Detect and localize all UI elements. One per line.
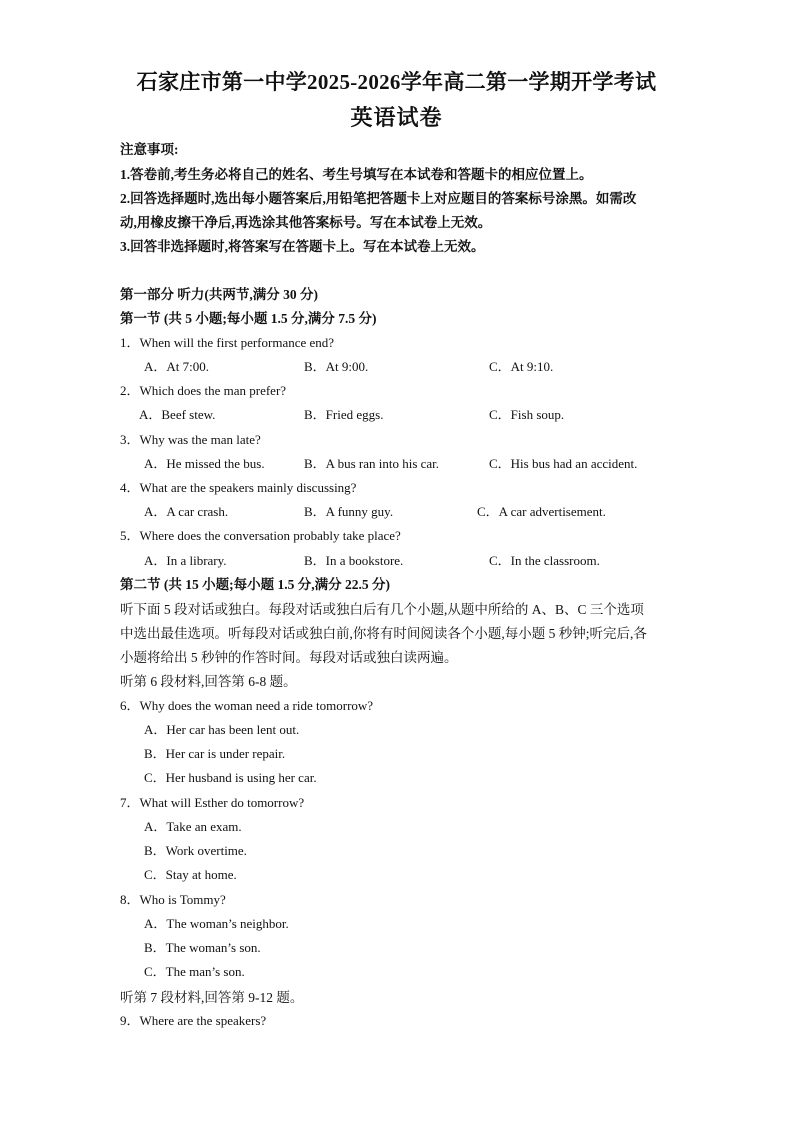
q7-option-b: B．Work overtime. bbox=[144, 843, 247, 858]
q7-option-a: A．Take an exam. bbox=[144, 819, 242, 834]
question-8: 8．Who is Tommy? bbox=[120, 892, 226, 907]
q6-option-b: B．Her car is under repair. bbox=[144, 746, 286, 761]
question-6: 6．Why does the woman need a ride tomorrow? bbox=[120, 698, 374, 713]
exam-subtitle: 英语试卷 bbox=[350, 105, 443, 130]
exam-title: 石家庄市第一中学2025-2026学年高二第一学期开学考试 bbox=[136, 70, 657, 94]
question-1: 1．When will the first performance end? bbox=[120, 335, 335, 350]
q1-option-c: C．At 9:10. bbox=[489, 359, 554, 374]
question-7: 7．What will Esther do tomorrow? bbox=[120, 795, 305, 810]
q4-option-c: C．A car advertisement. bbox=[477, 504, 606, 519]
q8-option-c: C．The man’s son. bbox=[144, 964, 245, 979]
question-2: 2．Which does the man prefer? bbox=[120, 383, 287, 398]
section1-heading: 第一节 (共 5 小题;每小题 1.5 分,满分 7.5 分) bbox=[120, 311, 377, 326]
q3-option-a: A．He missed the bus. bbox=[144, 456, 265, 471]
q8-option-b: B．The woman’s son. bbox=[144, 940, 261, 955]
q1-option-a: A．At 7:00. bbox=[144, 359, 210, 374]
q2-option-c: C．Fish soup. bbox=[489, 407, 565, 422]
question-5: 5．Where does the conversation probably take place? bbox=[120, 528, 401, 543]
notice-line-2a: 2.回答选择题时,选出每小题答案后,用铅笔把答题卡上对应题目的答案标号涂黑。如需改 bbox=[120, 191, 637, 206]
notice-line-3: 3.回答非选择题时,将答案写在答题卡上。写在本试卷上无效。 bbox=[120, 239, 485, 254]
q6-option-c: C．Her husband is using her car. bbox=[144, 770, 317, 785]
material-7-heading: 听第 7 段材料,回答第 9-12 题。 bbox=[120, 990, 304, 1005]
q5-option-b: B．In a bookstore. bbox=[304, 553, 404, 568]
section2-heading: 第二节 (共 15 小题;每小题 1.5 分,满分 22.5 分) bbox=[120, 577, 390, 592]
notice-line-2b: 动,用橡皮擦干净后,再选涂其他答案标号。写在本试卷上无效。 bbox=[120, 215, 492, 230]
q8-option-a: A．The woman’s neighbor. bbox=[144, 916, 289, 931]
notice-line-1: 1.答卷前,考生务必将自己的姓名、考生号填写在本试卷和答题卡的相应位置上。 bbox=[120, 167, 593, 182]
q4-option-a: A．A car crash. bbox=[144, 504, 229, 519]
q6-option-a: A．Her car has been lent out. bbox=[144, 722, 300, 737]
q5-option-a: A．In a library. bbox=[144, 553, 227, 568]
notice-heading: 注意事项: bbox=[120, 142, 179, 157]
material-6-heading: 听第 6 段材料,回答第 6-8 题。 bbox=[120, 674, 297, 689]
question-4: 4．What are the speakers mainly discussing? bbox=[120, 480, 357, 495]
q7-option-c: C．Stay at home. bbox=[144, 867, 237, 882]
question-3: 3．Why was the man late? bbox=[120, 432, 261, 447]
section2-instruction-1: 听下面 5 段对话或独白。每段对话或独白后有几个小题,从题中所给的 A、B、C 三个选项 bbox=[120, 602, 644, 617]
q2-option-b: B．Fried eggs. bbox=[304, 407, 384, 422]
part1-heading: 第一部分 听力(共两节,满分 30 分) bbox=[120, 287, 318, 302]
q4-option-b: B．A funny guy. bbox=[304, 504, 394, 519]
section2-instruction-3: 小题将给出 5 秒钟的作答时间。每段对话或独白读两遍。 bbox=[120, 650, 458, 665]
q5-option-c: C．In the classroom. bbox=[489, 553, 600, 568]
q2-option-a: A．Beef stew. bbox=[139, 407, 216, 422]
q3-option-b: B．A bus ran into his car. bbox=[304, 456, 440, 471]
section2-instruction-2: 中选出最佳选项。听每段对话或独白前,你将有时间阅读各个小题,每小题 5 秒钟;听完后,各 bbox=[120, 626, 647, 641]
question-9: 9．Where are the speakers? bbox=[120, 1013, 267, 1028]
q1-option-b: B．At 9:00. bbox=[304, 359, 369, 374]
q3-option-c: C．His bus had an accident. bbox=[489, 456, 638, 471]
